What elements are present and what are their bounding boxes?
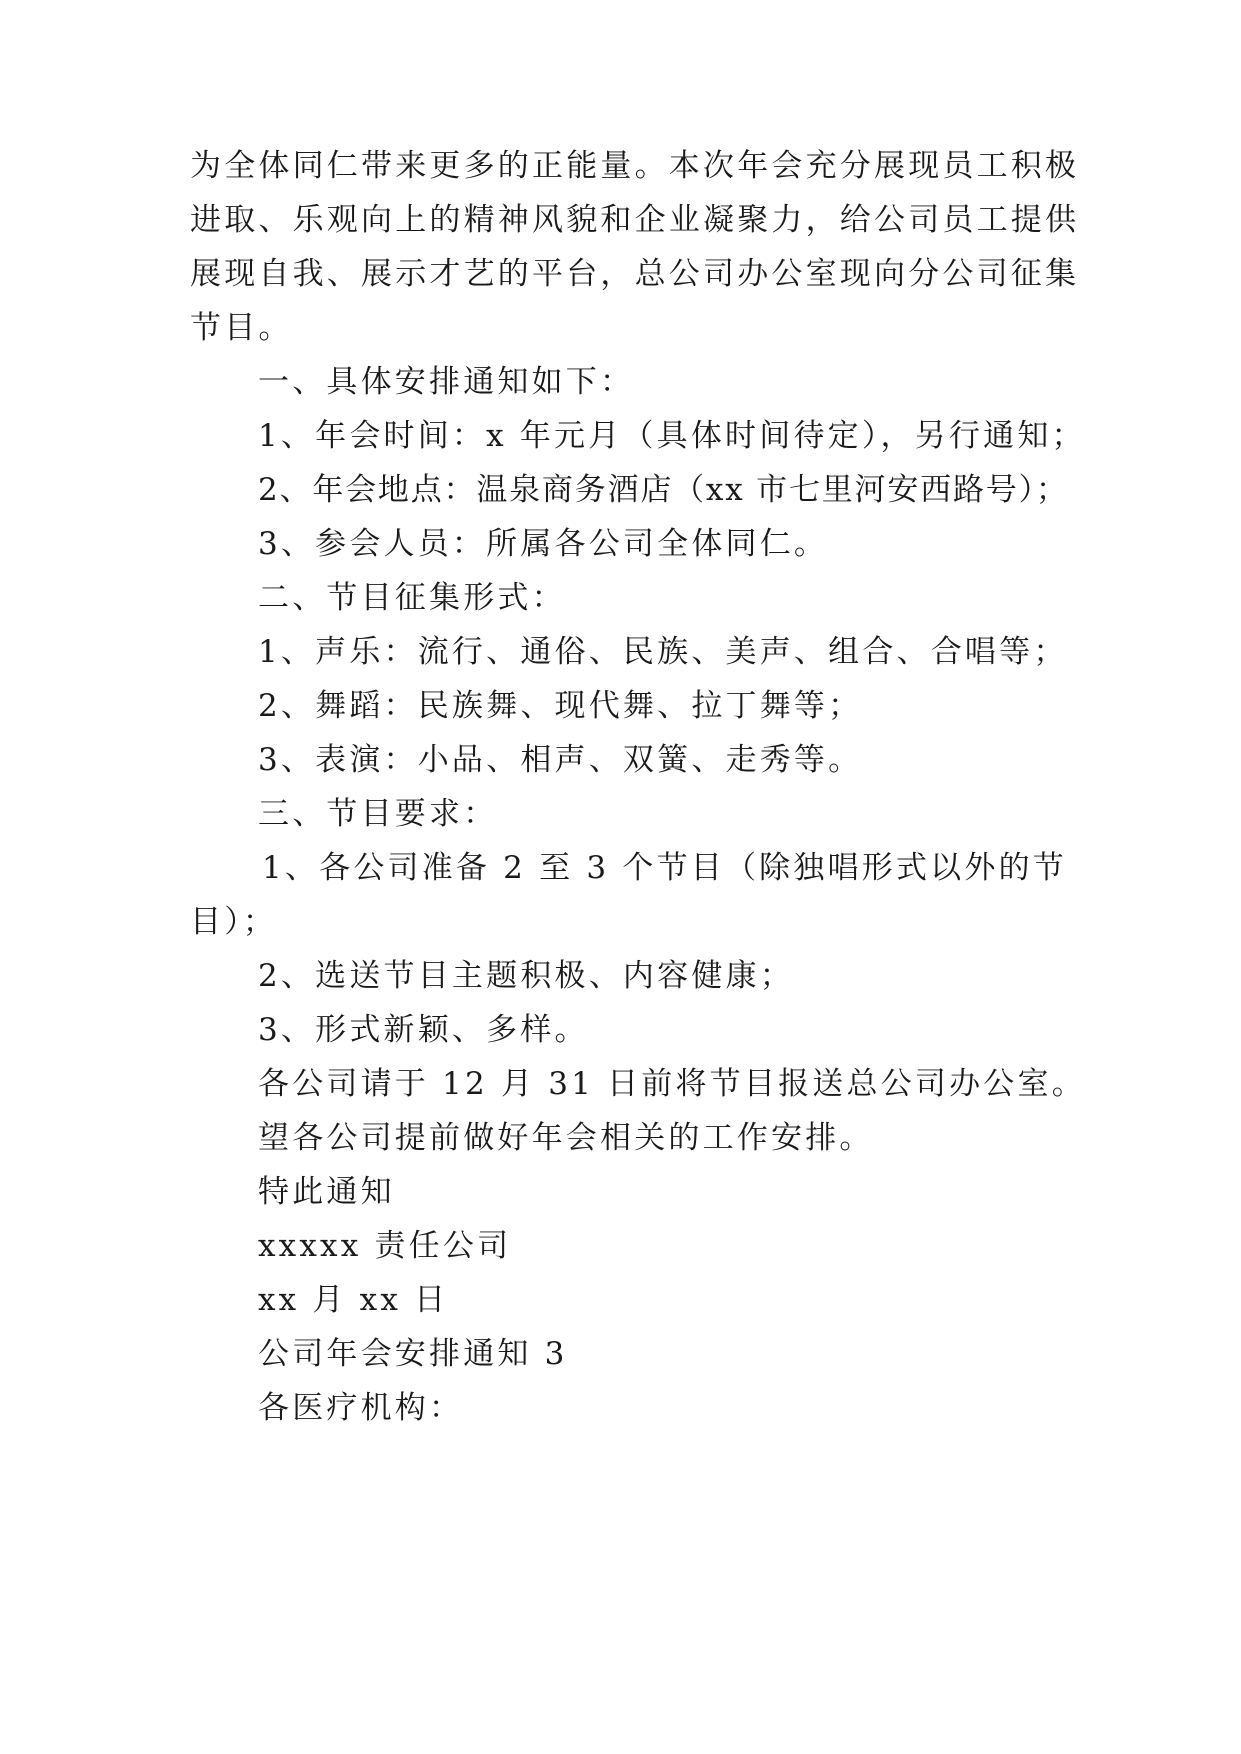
section-heading: 二、节目征集形式： [258, 580, 566, 616]
closing-line: 各公司请于 12 月 31 日前将节目报送总公司办公室。 [258, 1066, 1086, 1102]
salutation: 各医疗机构： [258, 1390, 464, 1426]
list-item: 1、各公司准备 2 至 3 个节目（除独唱形式以外的节 [262, 850, 1067, 886]
company-signature: xxxxx 责任公司 [258, 1228, 512, 1264]
section-heading: 三、节目要求： [258, 796, 498, 832]
list-item: 2、年会地点：温泉商务酒店（xx 市七里河安西路号）； [258, 472, 1069, 508]
list-item-continuation: 目）； [190, 904, 278, 940]
list-item: 2、舞蹈：民族舞、现代舞、拉丁舞等； [258, 688, 863, 724]
paragraph-line: 展现自我、展示才艺的平台，总公司办公室现向分公司征集 [190, 256, 1080, 292]
list-item: 1、年会时间：x 年元月（具体时间待定），另行通知； [258, 418, 1086, 454]
date-line: xx 月 xx 日 [258, 1282, 449, 1318]
paragraph-line: 节目。 [190, 310, 293, 346]
list-item: 2、选送节目主题积极、内容健康； [258, 958, 794, 994]
list-item: 3、参会人员：所属各公司全体同仁。 [258, 526, 829, 562]
paragraph-line: 进取、乐观向上的精神风貌和企业凝聚力，给公司员工提供 [190, 202, 1080, 238]
closing-line: 特此通知 [258, 1174, 395, 1210]
paragraph-line: 为全体同仁带来更多的正能量。本次年会充分展现员工积极 [190, 148, 1080, 184]
list-item: 3、形式新颖、多样。 [258, 1012, 589, 1048]
next-notice-title: 公司年会安排通知 3 [258, 1336, 568, 1372]
list-item: 1、声乐：流行、通俗、民族、美声、组合、合唱等； [258, 634, 1068, 670]
section-heading: 一、具体安排通知如下： [258, 364, 635, 400]
closing-line: 望各公司提前做好年会相关的工作安排。 [258, 1120, 874, 1156]
list-item: 3、表演：小品、相声、双簧、走秀等。 [258, 742, 863, 778]
